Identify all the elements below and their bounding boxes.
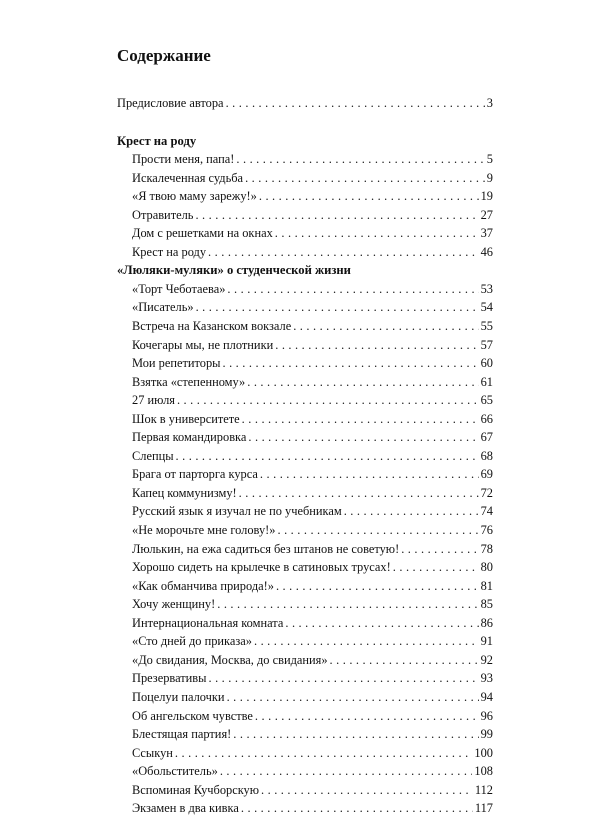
toc-entry[interactable] (117, 391, 493, 410)
toc-entry[interactable] (117, 354, 493, 373)
toc-entry-page: 78 (480, 541, 493, 556)
toc-entry-page: 91 (480, 634, 493, 649)
dot-leader (177, 391, 479, 410)
section-heading[interactable]: «Люляки-муляки» о студенческой жизни (117, 263, 351, 278)
toc-entry[interactable] (117, 799, 493, 818)
dot-leader (241, 799, 473, 818)
toc-entry-page: 92 (480, 652, 493, 667)
toc-entry-page: 69 (480, 467, 493, 482)
dot-leader (227, 280, 478, 299)
toc-entry[interactable] (117, 521, 493, 540)
toc-entry[interactable] (117, 150, 493, 169)
toc-entry[interactable] (117, 558, 493, 577)
toc-entry-page: 19 (480, 189, 493, 204)
dot-leader (242, 410, 479, 429)
toc-entry-page: 46 (480, 244, 493, 259)
dot-leader (176, 447, 479, 466)
dot-leader (208, 243, 479, 262)
table-of-contents (117, 94, 493, 818)
dot-leader (220, 762, 473, 781)
toc-entry[interactable] (117, 540, 493, 559)
toc-entry-title: Взятка «степенному» (132, 374, 246, 389)
section-heading[interactable]: Крест на роду (117, 133, 197, 148)
toc-entry-title: «Как обманчива природа!» (132, 578, 274, 593)
toc-entry-page: 54 (480, 300, 493, 315)
toc-entry-title: Дом с решетками на окнах (132, 226, 273, 241)
toc-entry[interactable] (117, 688, 493, 707)
toc-entry[interactable] (117, 280, 493, 299)
toc-entry-title: Экзамен в два кивка (132, 801, 239, 816)
toc-entry[interactable] (117, 373, 493, 392)
dot-leader (401, 540, 478, 559)
toc-entry[interactable] (117, 465, 493, 484)
toc-entry[interactable] (117, 298, 493, 317)
toc-entry-title: Вспоминая Кучборскую (132, 782, 260, 797)
dot-leader (196, 298, 479, 317)
toc-entry-page: 53 (480, 281, 493, 296)
toc-entry[interactable] (117, 484, 493, 503)
dot-leader (226, 94, 485, 113)
dot-leader (195, 206, 478, 225)
dot-leader (260, 465, 479, 484)
dot-leader (344, 502, 479, 521)
toc-entry-page: 112 (474, 782, 493, 797)
toc-entry-title: Презервативы (132, 671, 207, 686)
toc-entry-title: Люлькин, на ежа садиться без штанов не советую! (132, 541, 400, 556)
dot-leader (175, 744, 472, 763)
toc-entry[interactable] (117, 669, 493, 688)
toc-entry[interactable] (117, 224, 493, 243)
dot-leader (247, 373, 478, 392)
toc-entry-page: 96 (480, 708, 493, 723)
toc-entry-page: 57 (480, 337, 493, 352)
dot-leader (239, 484, 479, 503)
toc-entry-title: Прости меня, папа! (132, 152, 235, 167)
toc-entry-title: «Писатель» (132, 300, 194, 315)
toc-entry-title: Брага от парторга курса (132, 467, 258, 482)
toc-entry[interactable] (117, 595, 493, 614)
toc-entry-page: 65 (480, 393, 493, 408)
toc-entry[interactable] (117, 428, 493, 447)
toc-entry-title: Искалеченная судьба (132, 170, 244, 185)
page-title: Содержание (117, 46, 211, 65)
toc-entry[interactable] (117, 781, 493, 800)
toc-sections (117, 132, 493, 818)
dot-leader (217, 595, 478, 614)
toc-entry[interactable] (117, 502, 493, 521)
dot-leader (254, 632, 479, 651)
toc-entry-title: «Я твою маму зарежу!» (132, 189, 257, 204)
dot-leader (236, 150, 484, 169)
dot-leader (293, 317, 478, 336)
toc-entry-page: 5 (486, 152, 493, 167)
toc-entry-page: 66 (480, 411, 493, 426)
toc-entry[interactable] (117, 577, 493, 596)
toc-entry-title: Слепцы (132, 448, 174, 463)
dot-leader (259, 187, 479, 206)
toc-entry-page: 37 (480, 226, 493, 241)
toc-entry[interactable] (117, 707, 493, 726)
toc-entry-title: Крест на роду (132, 244, 207, 259)
toc-entry-title: Отравитель (132, 207, 194, 222)
toc-entry-page: 80 (480, 560, 493, 575)
toc-entry-page: 81 (480, 578, 493, 593)
toc-entry[interactable] (117, 632, 493, 651)
toc-entry-title: Мои репетиторы (132, 356, 221, 371)
toc-entry-page: 108 (474, 764, 493, 779)
toc-entry-title: Об ангельском чувстве (132, 708, 253, 723)
toc-entry-title: Первая командировка (132, 430, 247, 445)
toc-entry-title: Русский язык я изучал не по учебникам (132, 504, 342, 519)
toc-entry-title: Поцелуи палочки (132, 689, 225, 704)
toc-entry[interactable] (117, 410, 493, 429)
toc-entry-title: Хочу женщину! (132, 597, 216, 612)
toc-entry-page: 74 (480, 504, 493, 519)
toc-entry-title: Предисловие автора (117, 96, 224, 110)
toc-entry-title: Капец коммунизму! (132, 485, 237, 500)
dot-leader (277, 521, 478, 540)
toc-entry-page: 94 (480, 689, 493, 704)
toc-entry-title: Кочегары мы, не плотники (132, 337, 274, 352)
dot-leader (330, 651, 479, 670)
toc-entry-title: «Торт Чеботаева» (132, 281, 226, 296)
toc-entry-page: 99 (480, 727, 493, 742)
toc-entry[interactable] (117, 317, 493, 336)
toc-entry-title: «Обольститель» (132, 764, 218, 779)
toc-entry-title: «Не морочьте мне голову!» (132, 523, 276, 538)
toc-entry-title: «До свидания, Москва, до свидания» (132, 652, 328, 667)
toc-entry-page: 117 (474, 801, 493, 816)
dot-leader (208, 669, 478, 688)
toc-entry[interactable] (117, 243, 493, 262)
toc-entry-page: 9 (486, 170, 493, 185)
toc-entry[interactable] (117, 614, 493, 633)
toc-entry-page: 67 (480, 430, 493, 445)
toc-entry-title: Шок в университете (132, 411, 240, 426)
toc-entry-page: 76 (480, 523, 493, 538)
dot-leader (275, 336, 478, 355)
toc-entry-preface[interactable] (117, 94, 493, 113)
toc-entry-title: Ссыкун (132, 745, 173, 760)
dot-leader (285, 614, 478, 633)
toc-entry[interactable] (117, 762, 493, 781)
toc-entry-page: 60 (480, 356, 493, 371)
toc-entry-title: Встреча на Казанском вокзале (132, 319, 292, 334)
toc-entry-title: «Сто дней до приказа» (132, 634, 252, 649)
toc-entry-title: Интернациональная комната (132, 615, 284, 630)
toc-entry[interactable] (117, 725, 493, 744)
toc-entry-page: 72 (480, 485, 493, 500)
toc-entry-page: 61 (480, 374, 493, 389)
toc-entry[interactable] (117, 447, 493, 466)
toc-entry-title: 27 июля (132, 393, 175, 408)
dot-leader (222, 354, 478, 373)
dot-leader (227, 688, 479, 707)
section-spacer (117, 113, 493, 132)
dot-leader (245, 169, 485, 188)
toc-entry-page: 27 (480, 207, 493, 222)
dot-leader (275, 224, 479, 243)
dot-leader (233, 725, 478, 744)
toc-entry[interactable] (117, 744, 493, 763)
toc-entry-title: Хорошо сидеть на крылечке в сатиновых трусах! (132, 560, 391, 575)
toc-entry-page: 3 (486, 96, 493, 110)
dot-leader (248, 428, 478, 447)
toc-entry[interactable] (117, 169, 493, 188)
toc-entry[interactable] (117, 206, 493, 225)
dot-leader (393, 558, 479, 577)
dot-leader (261, 781, 473, 800)
toc-entry-page: 55 (480, 319, 493, 334)
toc-entry-page: 68 (480, 448, 493, 463)
dot-leader (255, 707, 479, 726)
toc-entry[interactable] (117, 187, 493, 206)
toc-entry-page: 93 (480, 671, 493, 686)
toc-entry[interactable] (117, 651, 493, 670)
toc-entry-title: Блестящая партия! (132, 727, 232, 742)
dot-leader (276, 577, 479, 596)
toc-entry-page: 86 (480, 615, 493, 630)
toc-entry[interactable] (117, 336, 493, 355)
toc-entry-page: 100 (474, 745, 493, 760)
toc-entry-page: 85 (480, 597, 493, 612)
